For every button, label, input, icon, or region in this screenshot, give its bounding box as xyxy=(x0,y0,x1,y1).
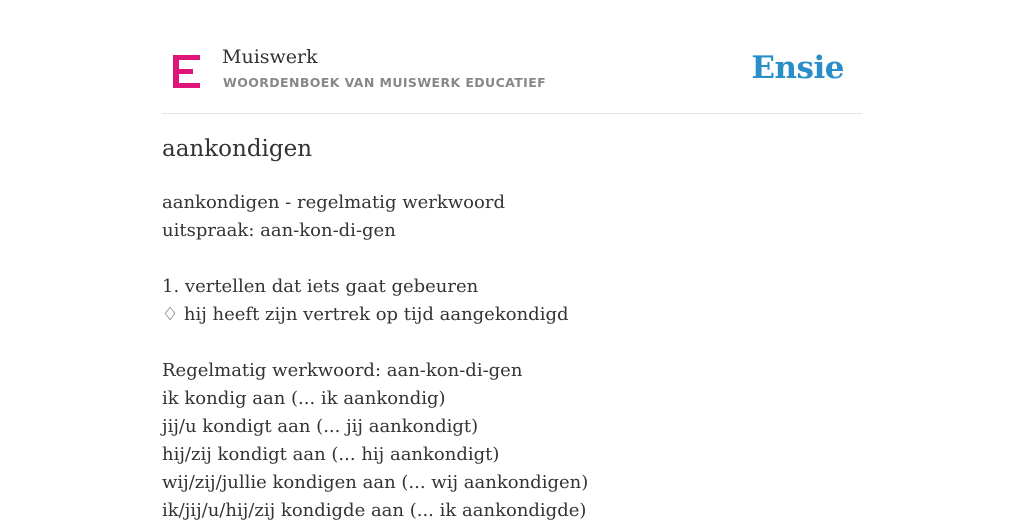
site-header xyxy=(162,0,862,114)
brand-title[interactable]: Muiswerk xyxy=(222,46,318,68)
definition-line: wij/zij/jullie kondigen aan (... wij aankondigen) xyxy=(162,472,589,493)
entry-definition xyxy=(162,189,862,525)
brand-subtitle: WOORDENBOEK VAN MUISWERK EDUCATIEF xyxy=(223,75,547,90)
ensie-logo[interactable]: Ensie xyxy=(751,50,844,86)
definition-line: hij/zij kondigt aan (... hij aankondigt) xyxy=(162,444,500,465)
definition-line: Regelmatig werkwoord: aan-kon-di-gen xyxy=(162,360,523,381)
definition-line: ik/jij/u/hij/zij kondigde aan (... ik aankondigde) xyxy=(162,500,587,521)
definition-line: jij/u kondigt aan (... jij aankondigt) xyxy=(162,416,479,437)
definition-line: uitspraak: aan-kon-di-gen xyxy=(162,220,396,241)
definition-line: ik kondig aan (... ik aankondig) xyxy=(162,388,446,409)
definition-line: ♢ hij heeft zijn vertrek op tijd aangekondigd xyxy=(162,304,569,325)
definition-line xyxy=(162,245,862,273)
definition-line: 1. vertellen dat iets gaat gebeuren xyxy=(162,276,479,297)
entry-headword: aankondigen xyxy=(162,136,313,162)
definition-line: aankondigen - regelmatig werkwoord xyxy=(162,192,505,213)
page-container xyxy=(162,0,862,521)
definition-line xyxy=(162,329,862,357)
muiswerk-logo-icon[interactable] xyxy=(173,55,200,88)
